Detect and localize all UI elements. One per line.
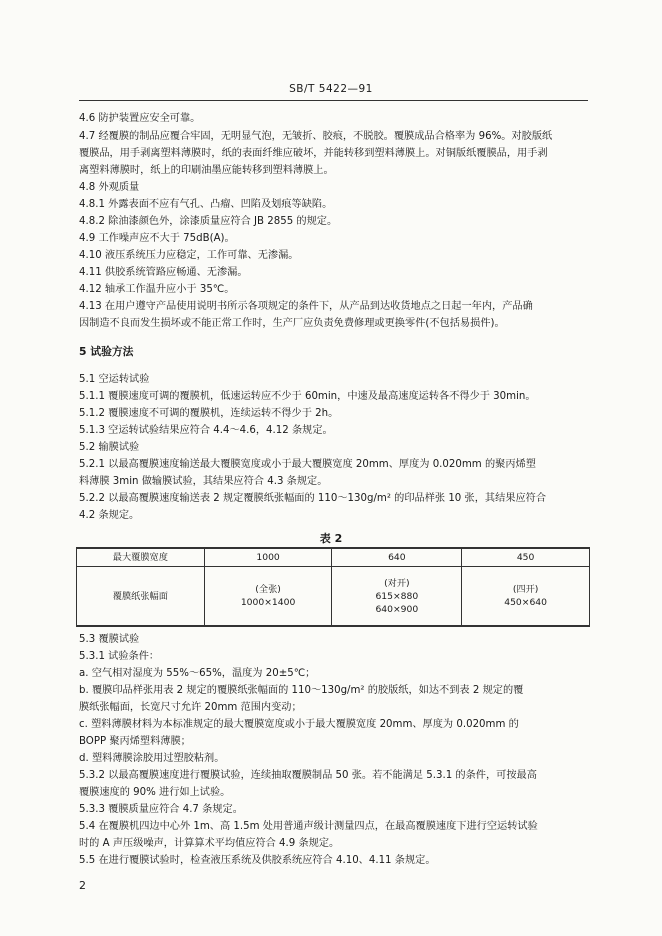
table-cell [462,567,590,627]
text-line: 覆膜速度的 90% 进行如上试验。 [79,787,231,798]
text-line: 5.2 输膜试验 [79,442,140,453]
text-line: 离塑料薄膜时，纸上的印刷油墨应能转移到塑料薄膜上。 [79,165,334,176]
text-line: b. 覆膜印品样张用表 2 规定的覆膜纸张幅面的 110～130g/m² 的胶版纸，如达不到表 2 规定的覆 [79,685,524,696]
text-line: 4.11 供胶系统管路应畅通、无渗漏。 [79,267,248,278]
table-cell [204,567,332,627]
text-line: 4.2 条规定。 [79,510,140,521]
text-line: a. 空气相对湿度为 55%～65%，温度为 20±5℃； [79,668,316,679]
text-line: 5.3.1 试验条件： [79,651,160,662]
page-number: 2 [79,879,86,892]
table-cell: 640 [332,548,462,567]
table-cell [332,567,462,627]
text-line: 4.8.1 外露表面不应有气孔、凸瘤、凹陷及划痕等缺陷。 [79,199,333,210]
paper-size: 1000×1400 [240,597,296,608]
text-line: 5.1.3 空运转试验结果应符合 4.4～4.6，4.12 条规定。 [79,425,333,436]
table-row [77,548,590,567]
text-line: 膜纸张幅面，长宽尺寸允许 20mm 范围内变动； [79,702,302,713]
table-2 [76,547,590,627]
table-cell: 1000 [204,548,332,567]
text-line: c. 塑料薄膜材料为本标准规定的最大覆膜宽度或小于最大覆膜宽度 20mm、厚度为 0.020mm 的 [79,719,519,730]
text-line: 5.4 在覆膜机四边中心外 1m、高 1.5m 处用普通声级计测量四点，在最高覆膜速度下进行空运转试验 [79,821,538,832]
text-line: 5.1 空运转试验 [79,374,150,385]
table-row [77,567,590,627]
text-line: 4.9 工作噪声应不大于 75dB(A)。 [79,233,235,244]
text-line: 时的 A 声压级噪声，计算算术平均值应符合 4.9 条规定。 [79,838,340,849]
section-heading: 5 试验方法 [79,345,134,358]
text-line: 5.3.2 以最高覆膜速度进行覆膜试验，连续抽取覆膜制品 50 张。若不能满足 5.3.1 的条件，可按最高 [79,770,537,781]
text-line: 5.1.2 覆膜速度不可调的覆膜机，连续运转不得少于 2h。 [79,408,339,419]
paper-size: 450×640 [504,597,547,608]
text-line: 5.3 覆膜试验 [79,634,140,645]
text-line: 料薄膜 3min 做输膜试验，其结果应符合 4.3 条规定。 [79,476,328,487]
paper-format-label: (全张) [255,584,281,595]
text-line: 4.13 在用户遵守产品使用说明书所示各项规定的条件下，从产品到达收货地点之日起一年内，产品确 [79,301,533,312]
text-line: 5.5 在进行覆膜试验时，检查液压系统及供胶系统应符合 4.10、4.11 条规定。 [79,855,436,866]
text-line: 覆膜品，用手剥离塑料薄膜时，纸的表面纤维应破坏，并能转移到塑料薄膜上。对铜版纸覆膜品，用手剥 [79,148,548,159]
header-rule [79,100,588,101]
text-line: d. 塑料薄膜涂胶用过塑胶粘剂。 [79,753,225,764]
paper-size: 615×880 [375,590,419,602]
table-cell: 450 [462,548,590,567]
text-line: 4.8.2 除油漆颜色外，涂漆质量应符合 JB 2855 的规定。 [79,216,338,227]
table-row-label: 最大覆膜宽度 [77,548,205,567]
text-line: 5.1.1 覆膜速度可调的覆膜机，低速运转应不少于 60min，中速及最高速度运转各不得少于 30min。 [79,391,536,402]
text-line: 4.12 轴承工作温升应小于 35℃。 [79,284,235,295]
standard-number-header: SB/T 5422—91 [289,83,373,95]
text-line: 4.8 外观质量 [79,182,140,193]
text-line: BOPP 聚丙烯塑料薄膜； [79,736,191,747]
table-row-label: 覆膜纸张幅面 [77,567,205,627]
paper-format-label: (对开) [384,577,410,589]
text-line: 4.10 液压系统压力应稳定，工作可靠、无渗漏。 [79,250,299,261]
text-line: 5.3.3 覆膜质量应符合 4.7 条规定。 [79,804,243,815]
text-line: 因制造不良而发生损坏或不能正常工作时，生产厂应负责免费修理或更换零件(不包括易损件)。 [79,318,505,329]
paper-format-label: (四开) [512,584,539,595]
text-line: 5.2.2 以最高覆膜速度输送表 2 规定覆膜纸张幅面的 110～130g/m² 的印品样张 10 张，其结果应符合 [79,493,547,504]
table-caption: 表 2 [319,532,343,545]
text-line: 4.6 防护装置应安全可靠。 [79,113,201,124]
paper-size: 640×900 [375,603,419,615]
text-line: 5.2.1 以最高覆膜速度输送最大覆膜宽度或小于最大覆膜宽度 20mm、厚度为 0.020mm 的聚丙烯塑 [79,459,536,470]
text-line: 4.7 经覆膜的制品应覆合牢固，无明显气泡，无皱折、胶痕，不脱胶。覆膜成品合格率为 96%。对胶版纸 [79,131,553,142]
